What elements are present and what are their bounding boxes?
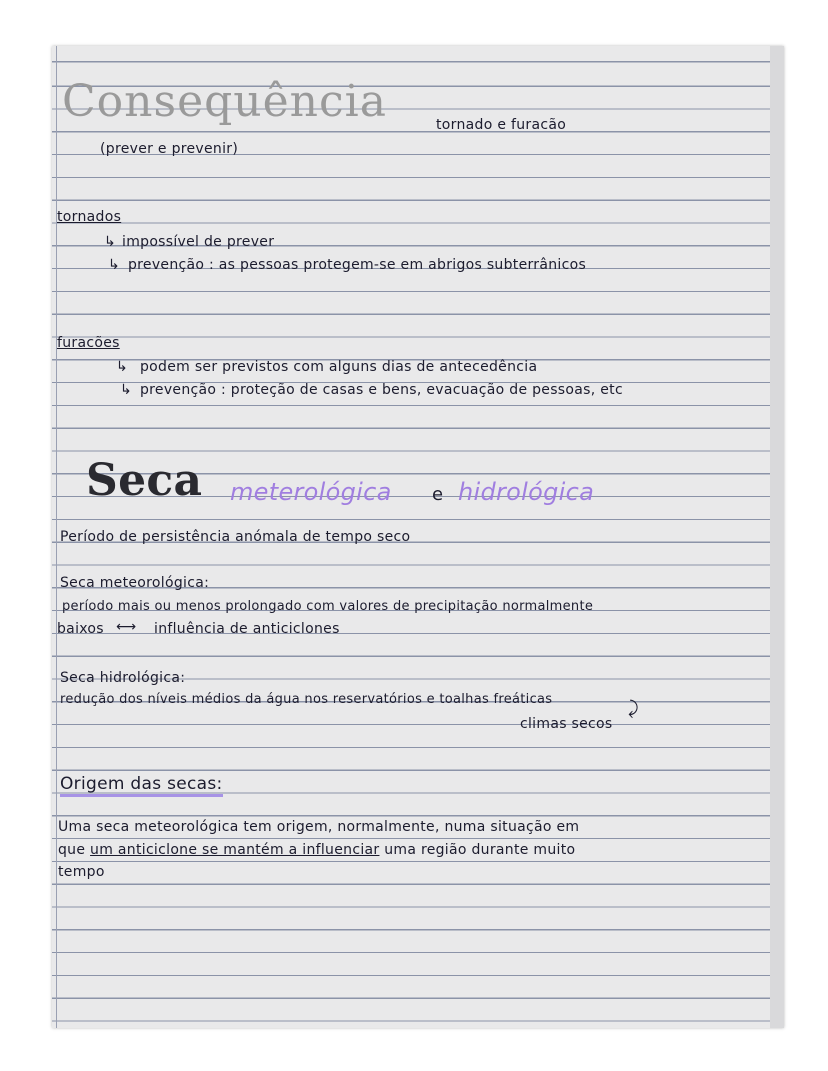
origem-underlined-text: um anticiclone se mantém a influenciar bbox=[90, 842, 380, 858]
origem-line: tempo bbox=[58, 864, 105, 880]
seca-definition: Período de persistência anómala de tempo seco bbox=[60, 529, 411, 545]
furacoes-item: prevenção : proteção de casas e bens, evacuação de pessoas, etc bbox=[140, 382, 623, 398]
seca-subtitle-conj: e bbox=[432, 484, 444, 505]
tornados-heading: tornados bbox=[57, 209, 122, 225]
branch-arrow-icon: ↳ bbox=[104, 234, 116, 250]
origem-line bbox=[58, 842, 575, 858]
furacoes-heading: furacões bbox=[57, 335, 120, 351]
origem-heading bbox=[60, 774, 223, 794]
seca-hid-line: climas secos bbox=[520, 716, 613, 732]
origem-line: Uma seca meteorológica tem origem, normalmente, numa situação em bbox=[58, 819, 580, 835]
curved-arrow-icon: ⤸ bbox=[628, 698, 639, 719]
seca-met-line: período mais ou menos prolongado com valores de precipitação normalmente bbox=[62, 599, 594, 614]
seca-hid-line: redução dos níveis médios da água nos reservatórios e toalhas freáticas bbox=[60, 692, 553, 707]
origem-heading-text: Origem das secas: bbox=[60, 774, 223, 797]
margin-line bbox=[56, 46, 57, 1028]
branch-arrow-icon: ↳ bbox=[120, 382, 132, 398]
seca-subtitle-2: hidrológica bbox=[458, 478, 595, 506]
furacoes-item: podem ser previstos com alguns dias de antecedência bbox=[140, 359, 538, 375]
seca-met-line: baixos bbox=[57, 621, 104, 637]
page-title: Consequência bbox=[62, 76, 387, 127]
seca-met-heading: Seca meteorológica: bbox=[60, 575, 210, 591]
branch-arrow-icon: ↳ bbox=[108, 257, 120, 273]
seca-subtitle-1: meterológica bbox=[230, 478, 392, 506]
seca-title: Seca bbox=[86, 455, 203, 506]
title-note: (prever e prevenir) bbox=[100, 141, 239, 157]
origem-text: uma região durante muito bbox=[384, 842, 576, 858]
double-arrow-icon: ⟷ bbox=[116, 619, 137, 635]
seca-met-line: influência de anticiclones bbox=[154, 621, 340, 637]
tornados-item: impossível de prever bbox=[122, 234, 275, 250]
page-edge bbox=[770, 46, 784, 1028]
tornados-item: prevenção : as pessoas protegem-se em abrigos subterrânicos bbox=[128, 257, 587, 273]
origem-text: que bbox=[58, 842, 86, 858]
branch-arrow-icon: ↳ bbox=[116, 359, 128, 375]
title-subtitle: tornado e furacão bbox=[436, 117, 567, 133]
seca-hid-heading: Seca hidrológica: bbox=[60, 670, 186, 686]
